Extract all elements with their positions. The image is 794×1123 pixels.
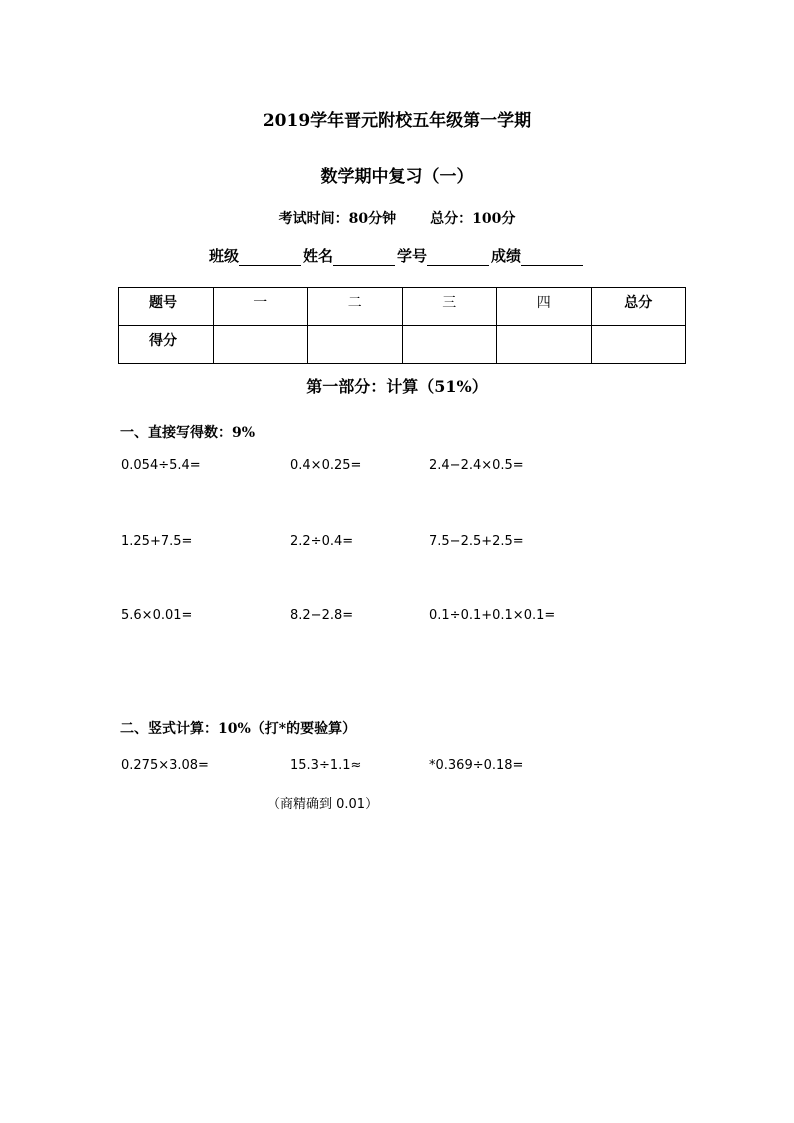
problem-1-3: 2.4−2.4×0.5= [429, 458, 524, 473]
exam-time: 考试时间：80分钟 [278, 211, 397, 227]
vertical-problem-3: *0.369÷0.18= [429, 758, 524, 773]
vertical-problem-1: 0.275×3.08= [121, 758, 209, 773]
problem-2-3: 7.5−2.5+2.5= [429, 534, 524, 549]
grade-label: 成绩 [491, 247, 522, 265]
score-table [118, 287, 686, 364]
score-cell-two [308, 326, 403, 364]
header-cell-four: 四 [497, 288, 592, 326]
header-cell-one: 一 [213, 288, 308, 326]
document-title: 2019学年晋元附校五年级第一学期 [262, 111, 532, 131]
header-cell-total: 总分 [591, 288, 686, 326]
score-cell-three [402, 326, 497, 364]
vertical-problem-2: 15.3÷1.1≈ [290, 758, 362, 773]
precision-note: （商精确到 0.01） [267, 797, 379, 812]
document-subtitle: 数学期中复习（一） [320, 167, 474, 187]
problem-3-2: 8.2−2.8= [290, 608, 354, 623]
header-cell-two: 二 [308, 288, 403, 326]
name-label: 姓名 [302, 247, 333, 265]
score-cell-total [591, 326, 686, 364]
section2-heading: 二、竖式计算：10%（打*的要验算） [120, 721, 357, 737]
problem-1-1: 0.054÷5.4= [121, 458, 201, 473]
score-table-header-row [119, 288, 686, 326]
problem-2-1: 1.25+7.5= [121, 534, 193, 549]
problem-3-1: 5.6×0.01= [121, 608, 193, 623]
student-id-label: 学号 [397, 247, 428, 265]
exam-info [0, 208, 794, 228]
score-row-label: 得分 [119, 326, 214, 364]
problem-3-3: 0.1÷0.1+0.1×0.1= [429, 608, 556, 623]
header-cell-three: 三 [402, 288, 497, 326]
student-info [0, 245, 794, 266]
score-cell-one [213, 326, 308, 364]
problem-1-2: 0.4×0.25= [290, 458, 362, 473]
section1-heading: 一、直接写得数：9% [120, 425, 256, 441]
score-table-score-row [119, 326, 686, 364]
name-blank [333, 249, 395, 266]
part1-heading: 第一部分：计算（51%） [306, 377, 488, 396]
student-id-blank [427, 249, 489, 266]
problem-2-2: 2.2÷0.4= [290, 534, 354, 549]
header-cell-question-number: 题号 [119, 288, 214, 326]
class-blank [239, 249, 301, 266]
exam-total-score: 总分：100分 [430, 211, 516, 227]
score-cell-four [497, 326, 592, 364]
class-label: 班级 [208, 247, 239, 265]
grade-blank [521, 249, 583, 266]
